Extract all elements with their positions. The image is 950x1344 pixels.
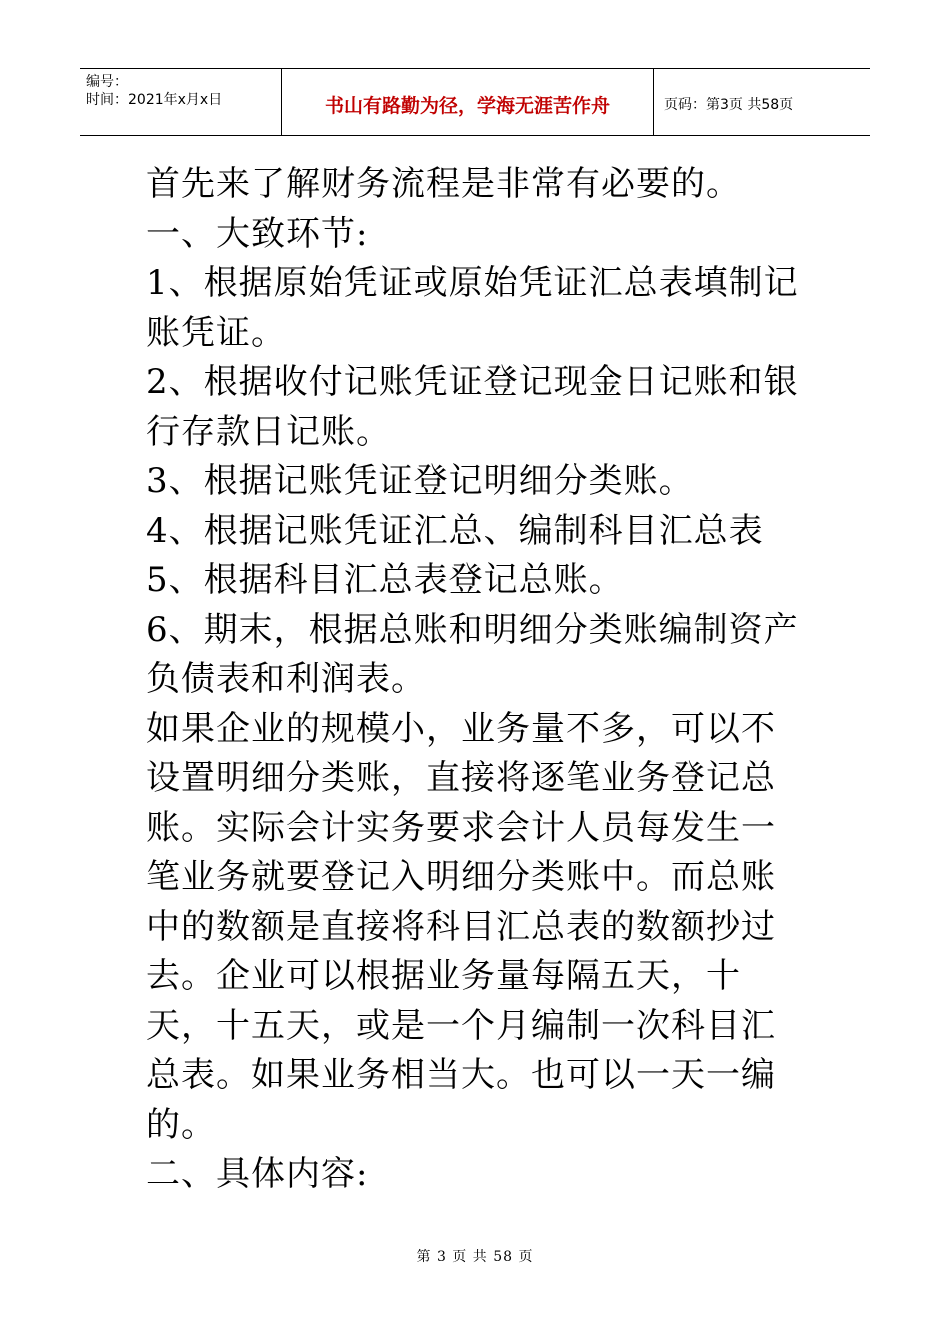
section-heading-2: 二、具体内容: [146,1154,369,1194]
document-header [80,68,870,136]
paragraph-explanation: 如果企业的规模小，业务量不多，可以不设置明细分类账，直接将逐笔业务登记总账。实际会计实务要求会计人员每发生一笔业务就要登记入明细分类账中。而总账中的数额是直接将科目汇总表的数额抄过去。企业可以根据业务量每隔五天，十天，十五天，或是一个月编制一次科目汇总表。如果业务相当大。也可以一天一编的。 [146,708,776,1145]
header-meta-cell [80,69,282,135]
number-label: 编号： [86,74,128,90]
header-page-info: 页码：第3页 共58页 [664,97,794,113]
list-item: 6、期末，根据总账和明细分类账编制资产负债表和利润表。 [146,609,799,699]
list-item: 3、根据记账凭证登记明细分类账。 [146,461,694,501]
header-motto: 书山有路勤为径，学海无涯苦作舟 [282,69,654,135]
time-label: 时间：2021年x月x日 [86,92,223,108]
list-item: 2、根据收付记账凭证登记现金日记账和银行存款日记账。 [146,362,799,452]
list-item: 1、根据原始凭证或原始凭证汇总表填制记账凭证。 [146,263,799,353]
list-item: 5、根据科目汇总表登记总账。 [146,560,624,600]
paragraph-intro: 首先来了解财务流程是非常有必要的。 [146,164,741,204]
page-footer: 第 3 页 共 58 页 [416,1249,534,1265]
section-heading-1: 一、大致环节: [146,213,369,254]
document-body [146,160,806,1200]
list-item: 4、根据记账凭证汇总、编制科目汇总表 [146,510,764,551]
